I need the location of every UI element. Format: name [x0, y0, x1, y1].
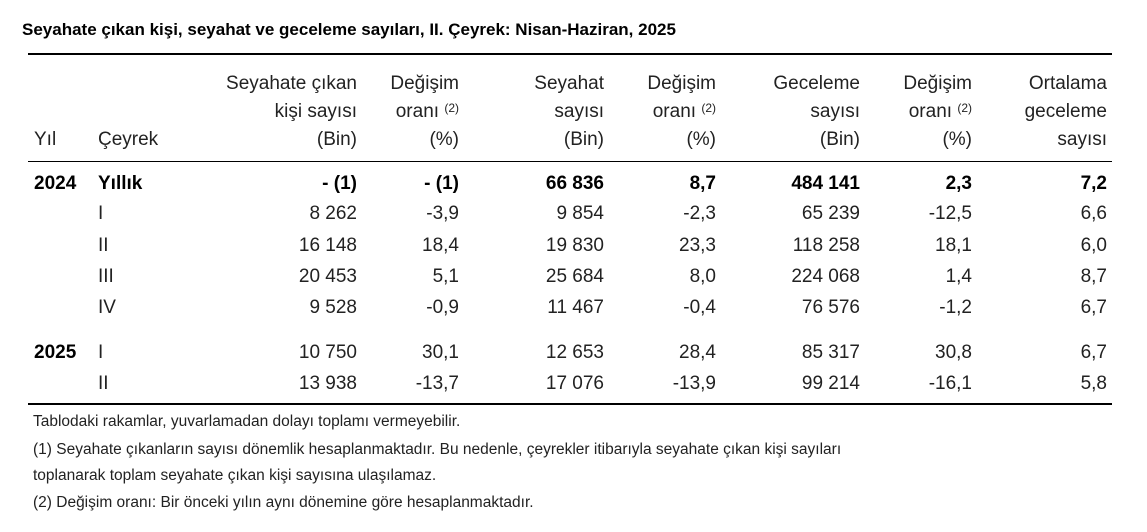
cell-c4: -2,3 [683, 203, 716, 224]
header-avg-nights [1025, 70, 1107, 154]
cell-c4: 23,3 [679, 235, 716, 256]
cell-quarter: III [98, 266, 114, 287]
header-persons [226, 70, 357, 154]
cell-year: 2024 [34, 173, 77, 194]
footnote-1-cont: toplanarak toplam seyahate çıkan kişi sayısına ulaşılamaz. [33, 467, 437, 484]
header-rule [28, 161, 1112, 162]
cell-c4: -0,4 [683, 297, 716, 318]
cell-c5: 224 068 [791, 266, 860, 287]
cell-c5: 118 258 [792, 235, 860, 256]
cell-c3: 17 076 [545, 373, 604, 394]
header-trips-line3: (Bin) [563, 129, 604, 150]
header-trips-line2: sayısı [554, 101, 604, 122]
cell-year: 2025 [34, 342, 77, 363]
cell-c4: 8,7 [689, 173, 716, 194]
cell-quarter: I [98, 203, 104, 224]
cell-c3: 9 854 [556, 203, 604, 224]
cell-c2: -13,7 [415, 373, 459, 394]
cell-c1: 13 938 [298, 373, 357, 394]
cell-c2: 5,1 [432, 266, 459, 287]
cell-c3: 25 684 [545, 266, 604, 287]
cell-quarter: I [98, 342, 104, 363]
cell-c7: 6,0 [1080, 235, 1107, 256]
cell-c1: 9 528 [309, 297, 357, 318]
cell-quarter: II [98, 373, 109, 394]
cell-quarter: Yıllık [98, 173, 143, 194]
cell-c1: 16 148 [298, 235, 357, 256]
header-persons-line3: (Bin) [316, 129, 357, 150]
cell-c6: 2,3 [945, 173, 972, 194]
cell-c7: 6,6 [1080, 203, 1107, 224]
cell-c6: 30,8 [935, 342, 972, 363]
header-change-3 [903, 70, 972, 154]
header-change-2-line3: (%) [686, 129, 716, 150]
header-trips [534, 70, 604, 154]
header-change-1 [390, 70, 459, 154]
header-change-2 [647, 70, 716, 154]
cell-c3: 66 836 [545, 173, 604, 194]
cell-c4: 28,4 [679, 342, 716, 363]
cell-c1: 10 750 [298, 342, 357, 363]
cell-c2: - (1) [424, 173, 459, 194]
cell-c3: 12 653 [545, 342, 604, 363]
header-nights-line2: sayısı [810, 101, 860, 122]
cell-c7: 6,7 [1080, 342, 1107, 363]
cell-c2: -0,9 [426, 297, 459, 318]
cell-c7: 8,7 [1080, 266, 1107, 287]
header-nights-line1: Geceleme [773, 73, 860, 94]
header-avg-nights-line1: Ortalama [1028, 73, 1107, 94]
cell-c7: 7,2 [1080, 173, 1107, 194]
cell-c3: 11 467 [547, 297, 604, 318]
table-bottom-rule [28, 403, 1112, 405]
header-nights [773, 70, 860, 154]
header-ceyrek: Çeyrek [98, 129, 159, 150]
cell-c3: 19 830 [545, 235, 604, 256]
header-trips-line1: Seyahat [534, 73, 604, 94]
cell-quarter: IV [98, 297, 116, 318]
header-avg-nights-line2: geceleme [1024, 101, 1107, 122]
footnote-rounding: Tablodaki rakamlar, yuvarlamadan dolayı toplamı vermeyebilir. [33, 413, 461, 430]
header-avg-nights-line3: sayısı [1057, 129, 1107, 150]
cell-c6: -16,1 [928, 373, 972, 394]
cell-c5: 484 141 [791, 173, 860, 194]
header-change-2-line2: oranı $^{(2)}$ [652, 101, 716, 122]
cell-c4: 8,0 [689, 266, 716, 287]
cell-c6: -12,5 [928, 203, 972, 224]
cell-c2: -3,9 [426, 203, 459, 224]
cell-c6: 1,4 [945, 266, 972, 287]
cell-c2: 30,1 [422, 342, 459, 363]
footnote-2: (2) Değişim oranı: Bir önceki yılın aynı dönemine göre hesaplanmaktadır. [33, 494, 534, 511]
header-yil: Yıl [34, 129, 57, 150]
cell-c1: 8 262 [309, 203, 357, 224]
cell-c7: 5,8 [1080, 373, 1107, 394]
header-change-3-line2: oranı $^{(2)}$ [908, 101, 972, 122]
cell-c6: -1,2 [939, 297, 972, 318]
cell-quarter: II [98, 235, 109, 256]
header-change-2-line1: Değişim [647, 73, 716, 94]
cell-c1: - (1) [322, 173, 357, 194]
cell-c6: 18,1 [935, 235, 972, 256]
header-persons-line1: Seyahate çıkan [226, 73, 357, 94]
cell-c5: 65 239 [801, 203, 860, 224]
cell-c5: 85 317 [801, 342, 860, 363]
footnote-1: (1) Seyahate çıkanların sayısı dönemlik hesaplanmaktadır. Bu nedenle, çeyrekler itibarıyla seyahate çıkan kişi sayıları [33, 441, 842, 458]
header-change-3-line3: (%) [942, 129, 972, 150]
page-title: Seyahate çıkan kişi, seyahat ve geceleme sayıları, II. Çeyrek: Nisan-Haziran, 2025 [22, 20, 676, 39]
cell-c2: 18,4 [422, 235, 459, 256]
cell-c7: 6,7 [1080, 297, 1107, 318]
header-nights-line3: (Bin) [819, 129, 860, 150]
cell-c5: 99 214 [801, 373, 860, 394]
header-change-1-line1: Değişim [390, 73, 459, 94]
header-change-1-line3: (%) [429, 129, 459, 150]
cell-c1: 20 453 [298, 266, 357, 287]
header-change-1-line2: oranı $^{(2)}$ [395, 101, 459, 122]
header-change-3-line1: Değişim [903, 73, 972, 94]
cell-c5: 76 576 [801, 297, 860, 318]
cell-c4: -13,9 [672, 373, 716, 394]
table-top-rule [28, 53, 1112, 55]
header-persons-line2: kişi sayısı [274, 101, 357, 122]
